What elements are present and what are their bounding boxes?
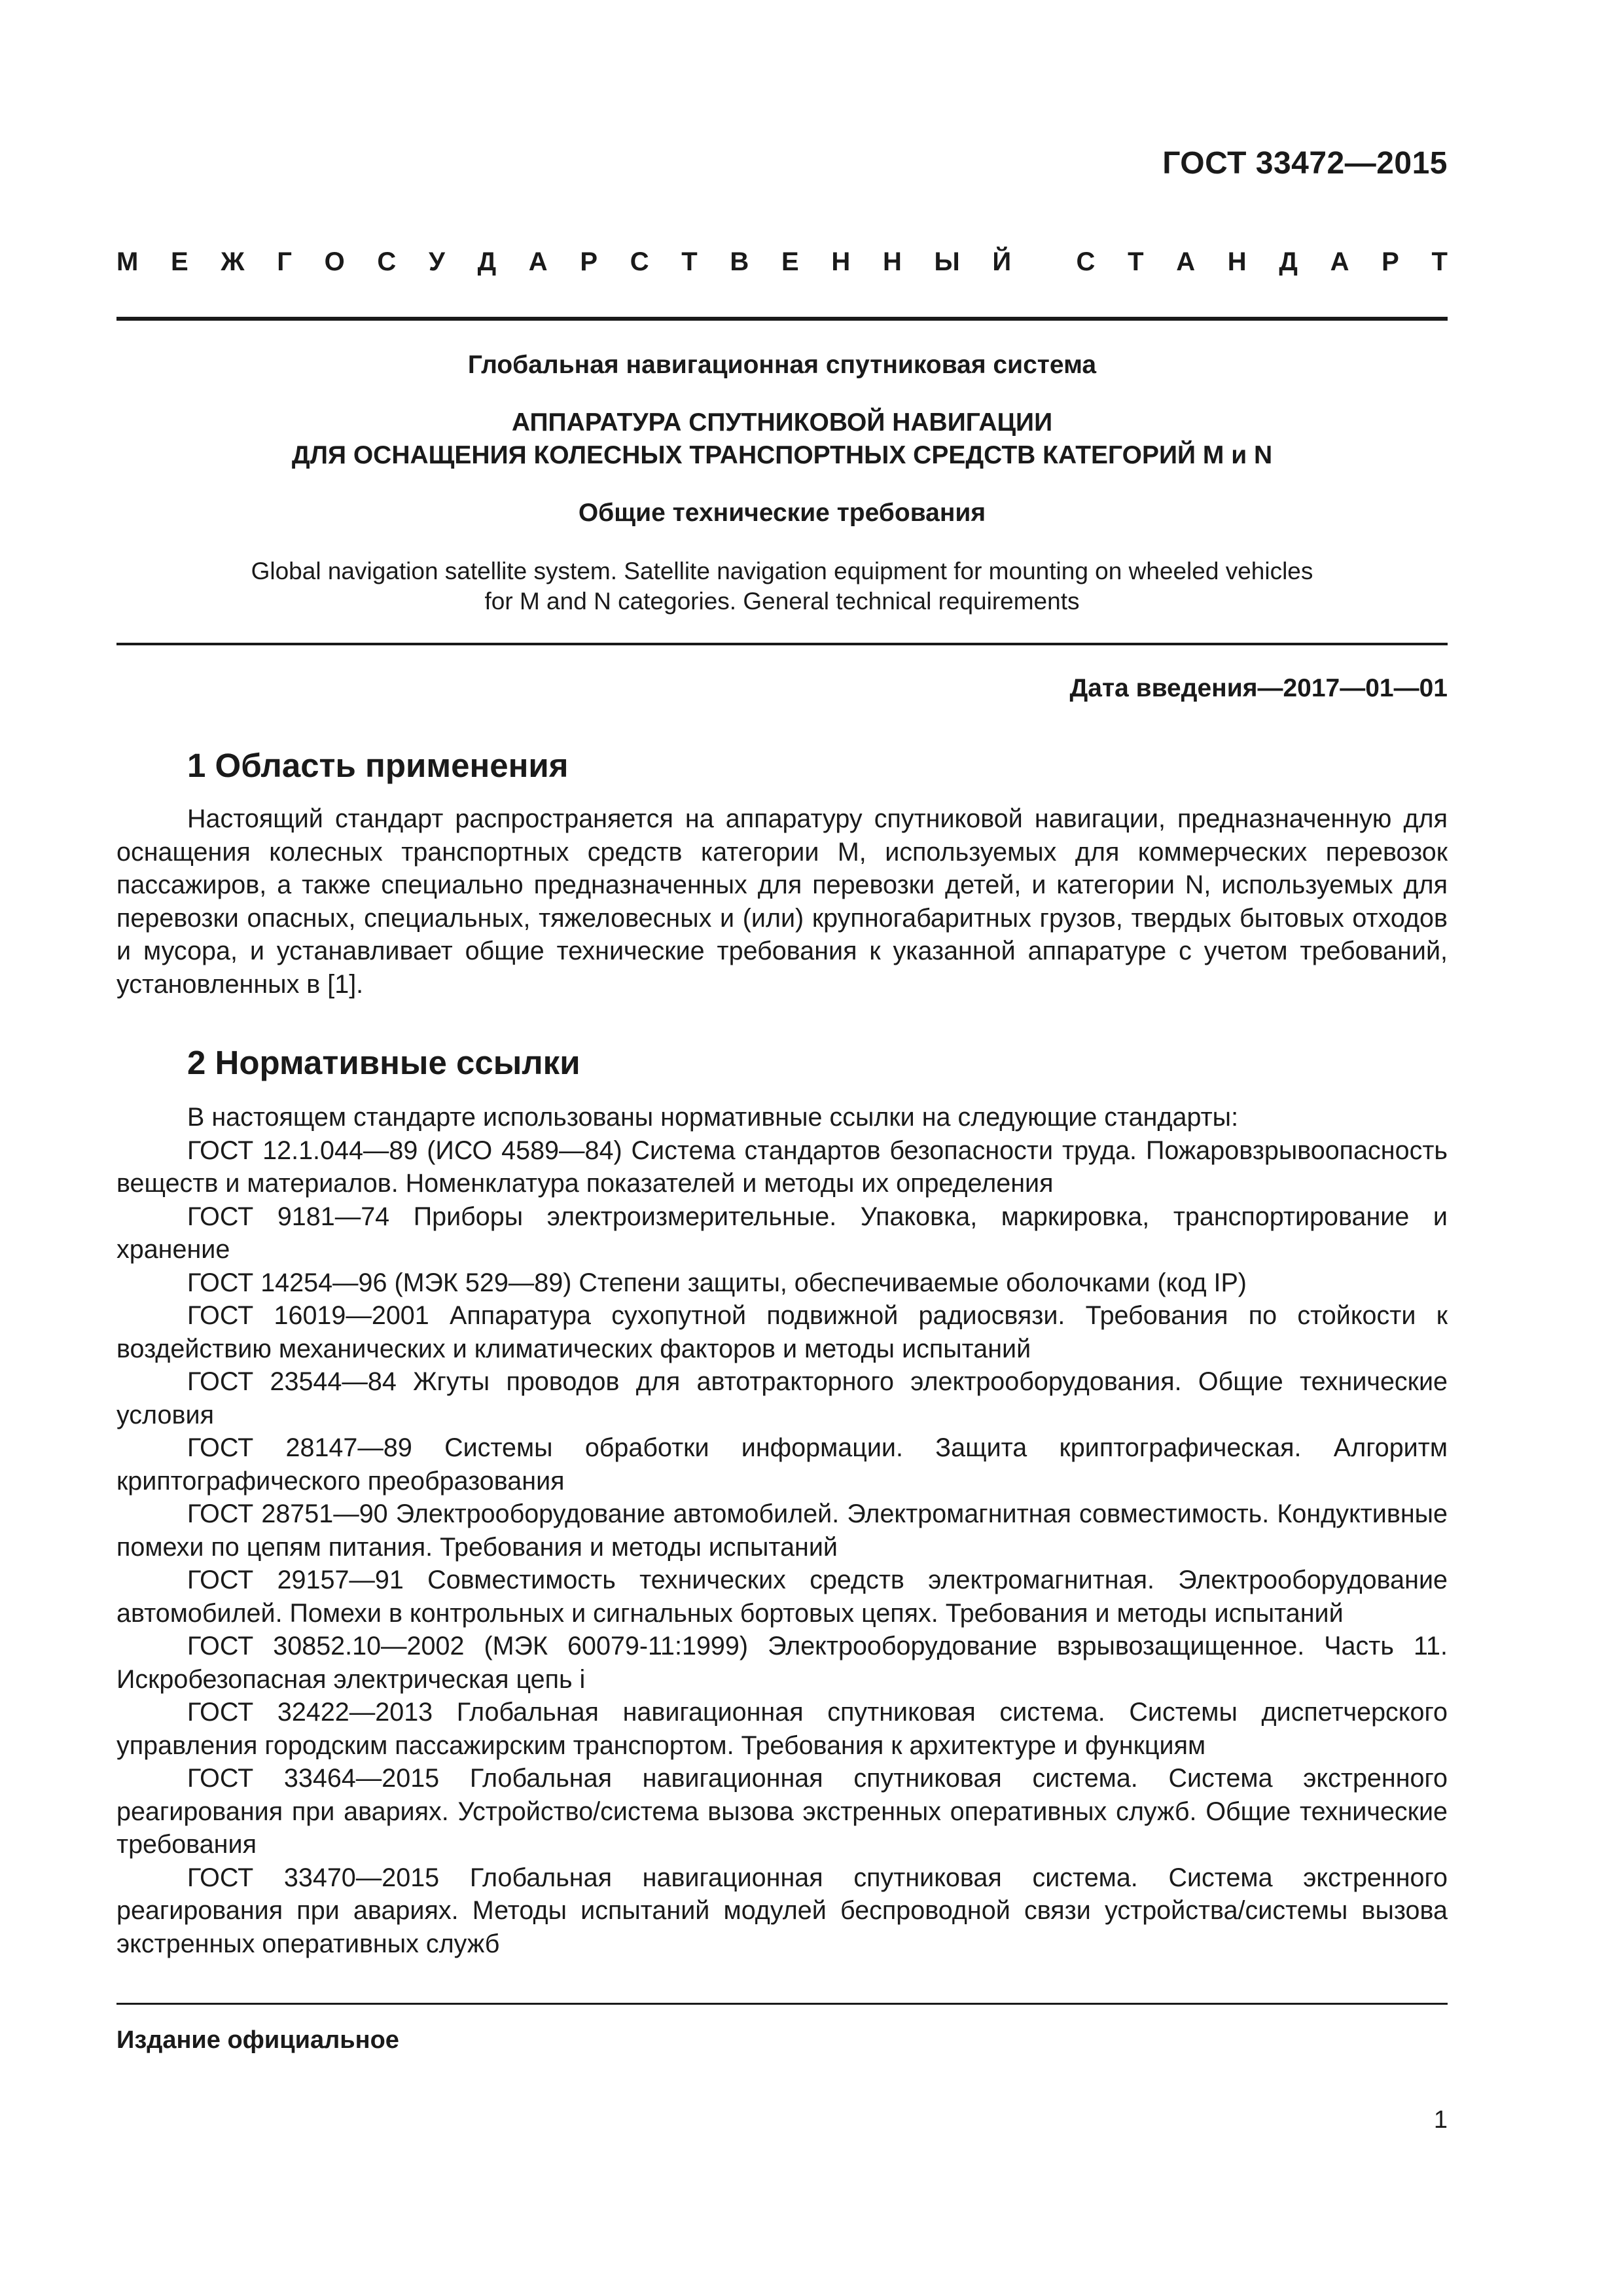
heading-letter: Н xyxy=(831,247,851,276)
document-subtitle: Общие технические требования xyxy=(578,499,986,527)
heading-letter: Й xyxy=(992,247,1012,276)
section-1-body xyxy=(116,802,1448,1001)
standard-number: ГОСТ 33472—2015 xyxy=(1162,146,1448,181)
heading-letter: Р xyxy=(580,247,598,276)
heading-letter: С xyxy=(1076,247,1096,276)
heading-letter: С xyxy=(630,247,649,276)
reference-item: ГОСТ 16019—2001 Аппаратура сухопутной подвижной радиосвязи. Требования по стойкости к воздействию механических и климатических факторов и методы испытаний xyxy=(116,1301,1448,1363)
heading-letter: Н xyxy=(1227,247,1247,276)
header-rule xyxy=(116,317,1448,321)
heading-letter: Е xyxy=(171,247,188,276)
heading-letter: Ы xyxy=(934,247,960,276)
english-title-line-1: Global navigation satellite system. Satellite navigation equipment for mounting on wheeled vehicles xyxy=(251,558,1313,584)
official-edition-label: Издание официальное xyxy=(116,2026,399,2054)
references-intro: В настоящем стандарте использованы нормативные ссылки на следующие стандарты: xyxy=(187,1103,1239,1132)
heading-letter: Г xyxy=(277,247,292,276)
heading-letter: А xyxy=(1176,247,1196,276)
page-number: 1 xyxy=(1433,2106,1448,2134)
heading-letter: А xyxy=(1330,247,1349,276)
system-name: Глобальная навигационная спутниковая система xyxy=(467,351,1097,379)
reference-item: ГОСТ 9181—74 Приборы электроизмерительные. Упаковка, маркировка, транспортирование и хранение xyxy=(116,1202,1448,1264)
heading-letter: С xyxy=(377,247,397,276)
reference-item: ГОСТ 28751—90 Электрооборудование автомобилей. Электромагнитная совместимость. Кондуктивные помехи по цепям питания. Требования и методы испытаний xyxy=(116,1499,1448,1562)
heading-letter: У xyxy=(429,247,445,276)
english-title xyxy=(116,556,1448,617)
reference-item: ГОСТ 33464—2015 Глобальная навигационная спутниковая система. Система экстренного реагирования при авариях. Устройство/система вызова экстренных оперативных служб. Общие технические требования xyxy=(116,1764,1448,1859)
reference-item: ГОСТ 23544—84 Жгуты проводов для автотракторного электрооборудования. Общие технические условия xyxy=(116,1367,1448,1429)
reference-item: ГОСТ 14254—96 (МЭК 529—89) Степени защиты, обеспечиваемые оболочками (код IP) xyxy=(187,1268,1247,1297)
reference-item: ГОСТ 32422—2013 Глобальная навигационная спутниковая система. Системы диспетчерского управления городским пассажирским транспортом. Требования к архитектуре и функциям xyxy=(116,1698,1448,1760)
heading-letter: Т xyxy=(1431,247,1448,276)
paragraph: Настоящий стандарт распространяется на аппаратуру спутниковой навигации, предназначенную для оснащения колесных транспортных средств категории М, используемых для коммерческих перевозок пассажиров, а также специально предназначенных для перевозки детей, и категории N, используемых для перевозки опасных, специальных, тяжеловесных и (или) крупногабаритных грузов, твердых бытовых отходов и мусора, и устанавливает общие технические требования к указанной аппаратуре с учетом требований, установленных в [1]. xyxy=(116,804,1448,999)
heading-letter: В xyxy=(730,247,749,276)
section-1-title: 1 Область применения xyxy=(187,747,569,784)
heading-letter: Д xyxy=(477,247,497,276)
heading-letter: Д xyxy=(1279,247,1298,276)
heading-letter: Р xyxy=(1382,247,1399,276)
introduction-date: Дата введения—2017—01—01 xyxy=(1069,674,1448,702)
heading-letter: Т xyxy=(681,247,698,276)
reference-item: ГОСТ 12.1.044—89 (ИСО 4589—84) Система стандартов безопасности труда. Пожаровзрывоопасность веществ и материалов. Номенклатура показателей и методы их определения xyxy=(116,1136,1448,1198)
section-2-title: 2 Нормативные ссылки xyxy=(187,1044,580,1081)
heading-letter: Н xyxy=(882,247,902,276)
title-rule xyxy=(116,643,1448,645)
heading-letter: А xyxy=(528,247,548,276)
english-title-line-2: for M and N categories. General technical requirements xyxy=(484,588,1080,615)
document-title-line-1: АППАРАТУРА СПУТНИКОВОЙ НАВИГАЦИИ xyxy=(511,408,1053,437)
reference-item: ГОСТ 33470—2015 Глобальная навигационная спутниковая система. Система экстренного реагирования при авариях. Методы испытаний модулей беспроводной связи устройства/системы вызова экстренных оперативных служб xyxy=(116,1863,1448,1958)
document-title-line-2: ДЛЯ ОСНАЩЕНИЯ КОЛЕСНЫХ ТРАНСПОРТНЫХ СРЕДСТВ КАТЕГОРИЙ М и N xyxy=(291,441,1273,469)
heading-letter: Е xyxy=(781,247,799,276)
heading-letter: М xyxy=(116,247,139,276)
footer-rule xyxy=(116,2003,1448,2005)
heading-letter: Т xyxy=(1128,247,1144,276)
reference-item: ГОСТ 30852.10—2002 (МЭК 60079-11:1999) Электрооборудование взрывозащищенное. Часть 11. Искробезопасная электрическая цепь i xyxy=(116,1632,1448,1694)
heading-letter: Ж xyxy=(221,247,245,276)
reference-item: ГОСТ 29157—91 Совместимость технических средств электромагнитная. Электрооборудование автомобилей. Помехи в контрольных и сигнальных бортовых цепях. Требования и методы испытаний xyxy=(116,1566,1448,1628)
reference-item: ГОСТ 28147—89 Системы обработки информации. Защита криптографическая. Алгоритм криптографического преобразования xyxy=(116,1433,1448,1496)
interstate-standard-heading xyxy=(116,247,1448,277)
section-2-body xyxy=(116,1101,1448,1960)
heading-letter: О xyxy=(324,247,345,276)
